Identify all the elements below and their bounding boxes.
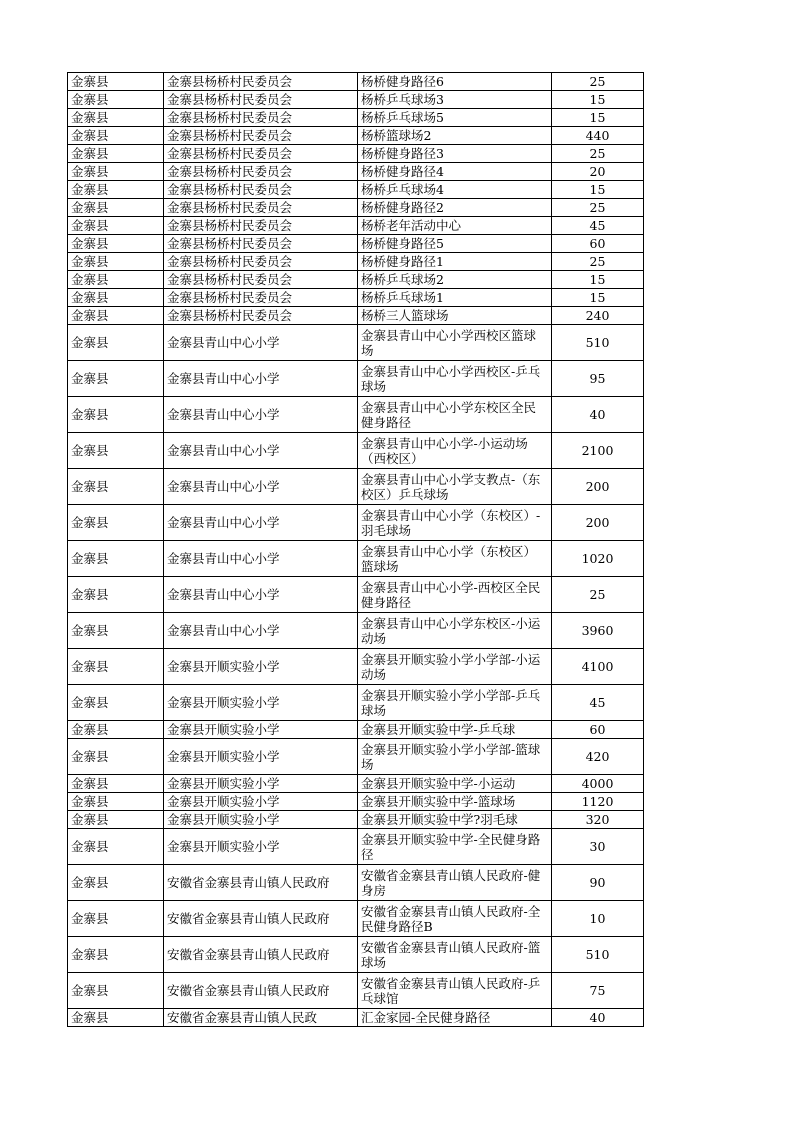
- facility-name-cell: 金寨县开顺实验中学?羽毛球: [358, 811, 552, 829]
- facility-name-cell: 金寨县青山中心小学西校区篮球场: [358, 325, 552, 361]
- table-row: [68, 541, 644, 577]
- table-row: [68, 613, 644, 649]
- area-cell: 90: [552, 865, 644, 901]
- organization-cell: 金寨县开顺实验小学: [164, 739, 358, 775]
- county-cell: 金寨县: [68, 271, 164, 289]
- facility-name-cell: 金寨县开顺实验中学-乒乓球: [358, 721, 552, 739]
- facility-name-cell: 杨桥三人篮球场: [358, 307, 552, 325]
- county-cell: 金寨县: [68, 901, 164, 937]
- table-row: [68, 289, 644, 307]
- table-row: [68, 739, 644, 775]
- organization-cell: 安徽省金寨县青山镇人民政: [164, 1009, 358, 1027]
- table-row: [68, 469, 644, 505]
- table-row: [68, 235, 644, 253]
- organization-cell: 金寨县杨桥村民委员会: [164, 199, 358, 217]
- facility-name-cell: 杨桥乒乓球场2: [358, 271, 552, 289]
- facility-name-cell: 杨桥健身路径5: [358, 235, 552, 253]
- table-row: [68, 73, 644, 91]
- organization-cell: 安徽省金寨县青山镇人民政府: [164, 937, 358, 973]
- facility-name-cell: 安徽省金寨县青山镇人民政府-健身房: [358, 865, 552, 901]
- facility-name-cell: 杨桥健身路径2: [358, 199, 552, 217]
- organization-cell: 金寨县杨桥村民委员会: [164, 217, 358, 235]
- table-row: [68, 127, 644, 145]
- facility-name-cell: 金寨县开顺实验中学-小运动: [358, 775, 552, 793]
- table-row: [68, 145, 644, 163]
- organization-cell: 金寨县开顺实验小学: [164, 793, 358, 811]
- table-row: [68, 685, 644, 721]
- table-row: [68, 865, 644, 901]
- county-cell: 金寨县: [68, 1009, 164, 1027]
- facility-name-cell: 杨桥健身路径4: [358, 163, 552, 181]
- table-row: [68, 721, 644, 739]
- facility-name-cell: 金寨县开顺实验中学-全民健身路径: [358, 829, 552, 865]
- table-row: [68, 433, 644, 469]
- facility-name-cell: 金寨县开顺实验小学小学部-乒乓球场: [358, 685, 552, 721]
- county-cell: 金寨县: [68, 865, 164, 901]
- county-cell: 金寨县: [68, 289, 164, 307]
- table-row: [68, 775, 644, 793]
- area-cell: 1120: [552, 793, 644, 811]
- table-row: [68, 505, 644, 541]
- organization-cell: 金寨县杨桥村民委员会: [164, 271, 358, 289]
- organization-cell: 金寨县开顺实验小学: [164, 775, 358, 793]
- area-cell: 25: [552, 145, 644, 163]
- organization-cell: 金寨县杨桥村民委员会: [164, 163, 358, 181]
- facility-name-cell: 杨桥健身路径1: [358, 253, 552, 271]
- facility-name-cell: 金寨县开顺实验小学小学部-小运动场: [358, 649, 552, 685]
- county-cell: 金寨县: [68, 937, 164, 973]
- area-cell: 440: [552, 127, 644, 145]
- table-row: [68, 325, 644, 361]
- table-row: [68, 901, 644, 937]
- county-cell: 金寨县: [68, 325, 164, 361]
- table-row: [68, 937, 644, 973]
- organization-cell: 金寨县青山中心小学: [164, 361, 358, 397]
- organization-cell: 金寨县杨桥村民委员会: [164, 91, 358, 109]
- facility-name-cell: 金寨县青山中心小学（东校区）篮球场: [358, 541, 552, 577]
- organization-cell: 金寨县青山中心小学: [164, 397, 358, 433]
- facility-name-cell: 安徽省金寨县青山镇人民政府-篮球场: [358, 937, 552, 973]
- facility-name-cell: 汇金家园-全民健身路径: [358, 1009, 552, 1027]
- area-cell: 45: [552, 685, 644, 721]
- table-row: [68, 649, 644, 685]
- organization-cell: 安徽省金寨县青山镇人民政府: [164, 973, 358, 1009]
- area-cell: 75: [552, 973, 644, 1009]
- table-row: [68, 253, 644, 271]
- table-row: [68, 307, 644, 325]
- table-row: [68, 181, 644, 199]
- area-cell: 25: [552, 199, 644, 217]
- county-cell: 金寨县: [68, 127, 164, 145]
- facility-name-cell: 金寨县青山中心小学西校区-乒乓球场: [358, 361, 552, 397]
- organization-cell: 金寨县开顺实验小学: [164, 829, 358, 865]
- county-cell: 金寨县: [68, 91, 164, 109]
- organization-cell: 金寨县青山中心小学: [164, 505, 358, 541]
- area-cell: 4100: [552, 649, 644, 685]
- area-cell: 320: [552, 811, 644, 829]
- facility-name-cell: 金寨县青山中心小学（东校区）-羽毛球场: [358, 505, 552, 541]
- table-row: [68, 91, 644, 109]
- table-row: [68, 271, 644, 289]
- facility-name-cell: 杨桥乒乓球场5: [358, 109, 552, 127]
- area-cell: 15: [552, 109, 644, 127]
- area-cell: 30: [552, 829, 644, 865]
- county-cell: 金寨县: [68, 973, 164, 1009]
- area-cell: 40: [552, 1009, 644, 1027]
- county-cell: 金寨县: [68, 235, 164, 253]
- county-cell: 金寨县: [68, 649, 164, 685]
- organization-cell: 金寨县杨桥村民委员会: [164, 307, 358, 325]
- table-row: [68, 361, 644, 397]
- area-cell: 15: [552, 91, 644, 109]
- organization-cell: 安徽省金寨县青山镇人民政府: [164, 901, 358, 937]
- county-cell: 金寨县: [68, 541, 164, 577]
- area-cell: 25: [552, 73, 644, 91]
- area-cell: 15: [552, 271, 644, 289]
- area-cell: 200: [552, 505, 644, 541]
- area-cell: 510: [552, 325, 644, 361]
- facility-name-cell: 金寨县开顺实验小学小学部-篮球场: [358, 739, 552, 775]
- facility-name-cell: 杨桥乒乓球场3: [358, 91, 552, 109]
- organization-cell: 金寨县杨桥村民委员会: [164, 109, 358, 127]
- facility-name-cell: 金寨县青山中心小学-小运动场（西校区）: [358, 433, 552, 469]
- county-cell: 金寨县: [68, 577, 164, 613]
- county-cell: 金寨县: [68, 181, 164, 199]
- county-cell: 金寨县: [68, 307, 164, 325]
- area-cell: 10: [552, 901, 644, 937]
- table-row: [68, 163, 644, 181]
- area-cell: 1020: [552, 541, 644, 577]
- county-cell: 金寨县: [68, 685, 164, 721]
- county-cell: 金寨县: [68, 829, 164, 865]
- county-cell: 金寨县: [68, 145, 164, 163]
- county-cell: 金寨县: [68, 505, 164, 541]
- facility-name-cell: 杨桥篮球场2: [358, 127, 552, 145]
- organization-cell: 金寨县杨桥村民委员会: [164, 145, 358, 163]
- area-cell: 25: [552, 577, 644, 613]
- area-cell: 95: [552, 361, 644, 397]
- table-row: [68, 811, 644, 829]
- facility-name-cell: 安徽省金寨县青山镇人民政府-全民健身路径B: [358, 901, 552, 937]
- area-cell: 40: [552, 397, 644, 433]
- area-cell: 20: [552, 163, 644, 181]
- organization-cell: 金寨县青山中心小学: [164, 613, 358, 649]
- area-cell: 60: [552, 721, 644, 739]
- county-cell: 金寨县: [68, 163, 164, 181]
- organization-cell: 安徽省金寨县青山镇人民政府: [164, 865, 358, 901]
- facility-name-cell: 金寨县青山中心小学支教点-（东校区）乒乓球场: [358, 469, 552, 505]
- table-row: [68, 973, 644, 1009]
- organization-cell: 金寨县杨桥村民委员会: [164, 127, 358, 145]
- facility-name-cell: 金寨县青山中心小学东校区-小运动场: [358, 613, 552, 649]
- facility-name-cell: 金寨县青山中心小学东校区全民健身路径: [358, 397, 552, 433]
- area-cell: 45: [552, 217, 644, 235]
- county-cell: 金寨县: [68, 739, 164, 775]
- table-row: [68, 577, 644, 613]
- organization-cell: 金寨县青山中心小学: [164, 325, 358, 361]
- county-cell: 金寨县: [68, 433, 164, 469]
- table-row: [68, 1009, 644, 1027]
- facility-name-cell: 杨桥乒乓球场4: [358, 181, 552, 199]
- facility-name-cell: 安徽省金寨县青山镇人民政府-乒乓球馆: [358, 973, 552, 1009]
- organization-cell: 金寨县青山中心小学: [164, 577, 358, 613]
- county-cell: 金寨县: [68, 793, 164, 811]
- table-row: [68, 829, 644, 865]
- facility-table: [67, 72, 644, 1027]
- area-cell: 15: [552, 289, 644, 307]
- organization-cell: 金寨县开顺实验小学: [164, 721, 358, 739]
- table-row: [68, 109, 644, 127]
- facility-name-cell: 杨桥乒乓球场1: [358, 289, 552, 307]
- area-cell: 2100: [552, 433, 644, 469]
- county-cell: 金寨县: [68, 721, 164, 739]
- county-cell: 金寨县: [68, 73, 164, 91]
- facility-name-cell: 金寨县青山中心小学-西校区全民健身路径: [358, 577, 552, 613]
- county-cell: 金寨县: [68, 775, 164, 793]
- organization-cell: 金寨县青山中心小学: [164, 433, 358, 469]
- organization-cell: 金寨县杨桥村民委员会: [164, 235, 358, 253]
- county-cell: 金寨县: [68, 199, 164, 217]
- table-row: [68, 397, 644, 433]
- county-cell: 金寨县: [68, 361, 164, 397]
- facility-name-cell: 杨桥健身路径3: [358, 145, 552, 163]
- county-cell: 金寨县: [68, 109, 164, 127]
- table-row: [68, 217, 644, 235]
- organization-cell: 金寨县杨桥村民委员会: [164, 253, 358, 271]
- county-cell: 金寨县: [68, 253, 164, 271]
- organization-cell: 金寨县青山中心小学: [164, 469, 358, 505]
- county-cell: 金寨县: [68, 397, 164, 433]
- organization-cell: 金寨县杨桥村民委员会: [164, 289, 358, 307]
- area-cell: 240: [552, 307, 644, 325]
- area-cell: 420: [552, 739, 644, 775]
- area-cell: 3960: [552, 613, 644, 649]
- facility-name-cell: 杨桥老年活动中心: [358, 217, 552, 235]
- county-cell: 金寨县: [68, 469, 164, 505]
- area-cell: 25: [552, 253, 644, 271]
- organization-cell: 金寨县开顺实验小学: [164, 649, 358, 685]
- area-cell: 4000: [552, 775, 644, 793]
- organization-cell: 金寨县青山中心小学: [164, 541, 358, 577]
- facility-table-body: [68, 73, 644, 1027]
- organization-cell: 金寨县杨桥村民委员会: [164, 73, 358, 91]
- table-row: [68, 793, 644, 811]
- county-cell: 金寨县: [68, 811, 164, 829]
- county-cell: 金寨县: [68, 217, 164, 235]
- table-row: [68, 199, 644, 217]
- county-cell: 金寨县: [68, 613, 164, 649]
- organization-cell: 金寨县开顺实验小学: [164, 685, 358, 721]
- area-cell: 510: [552, 937, 644, 973]
- facility-name-cell: 金寨县开顺实验中学-篮球场: [358, 793, 552, 811]
- area-cell: 60: [552, 235, 644, 253]
- facility-name-cell: 杨桥健身路径6: [358, 73, 552, 91]
- area-cell: 15: [552, 181, 644, 199]
- organization-cell: 金寨县杨桥村民委员会: [164, 181, 358, 199]
- area-cell: 200: [552, 469, 644, 505]
- organization-cell: 金寨县开顺实验小学: [164, 811, 358, 829]
